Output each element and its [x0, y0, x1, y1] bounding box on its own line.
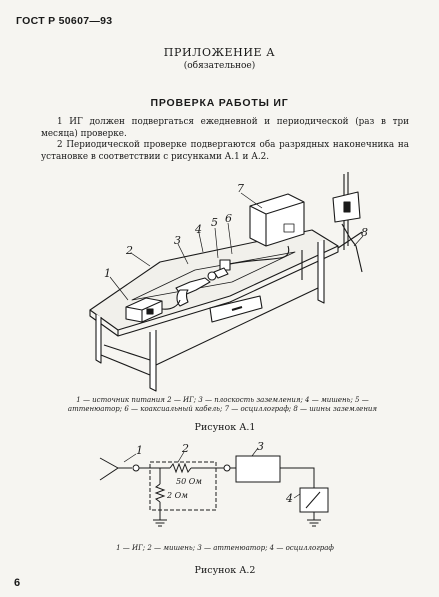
- figure-a1-caption: 1 — источник питания 2 — ИГ; 3 — плоскость заземления; 4 — мишень; 5 — аттенюатор; 6 — коаксиальный кабель; 7 — осциллограф; 8 — шины заземления: [67, 396, 378, 413]
- document-header: ГОСТ Р 50607—93: [16, 15, 113, 27]
- table-leg: [150, 330, 156, 391]
- paragraph-2: 2 Периодической проверке подвергаются оба разрядных наконечника на установке в соответствии с рисунками А.1 и А.2.: [41, 140, 409, 162]
- esd-gun-tip: [100, 458, 118, 480]
- page-number: 6: [14, 577, 21, 589]
- table-leg: [96, 314, 101, 363]
- paragraph-1: 1 ИГ должен подвергаться ежедневной и периодической (раз в три месяца) проверке.: [41, 117, 409, 139]
- attenuator-box: [236, 456, 280, 482]
- section-title: ПРОВЕРКА РАБОТЫ ИГ: [150, 97, 289, 109]
- figure-a2-caption: 1 — ИГ; 2 — мишень; 3 — аттенюатор; 4 — осциллограф: [116, 544, 334, 552]
- r1-label: 50 Ом: [176, 477, 202, 486]
- fig2-label-1: 1: [136, 444, 143, 457]
- fig1-label-8: 8: [361, 226, 368, 239]
- fig1-label-1: 1: [104, 267, 111, 280]
- fig2-label-4: 4: [286, 492, 293, 505]
- fig1-label-3: 3: [174, 234, 181, 247]
- fig1-label-2: 2: [126, 244, 133, 257]
- resistor-50-ohm: [170, 464, 191, 472]
- figure-a1-title: Рисунок А.1: [194, 422, 256, 433]
- appendix-status: (обязательное): [183, 61, 256, 71]
- resistor-2-ohm: [156, 484, 164, 502]
- fig2-label-2: 2: [182, 442, 189, 455]
- fig1-label-7: 7: [237, 182, 244, 195]
- r2-label: 2 Ом: [167, 491, 188, 500]
- oscilloscope-box: [300, 488, 328, 512]
- figure-a2-title: Рисунок А.2: [194, 565, 256, 576]
- fig1-label-4: 4: [195, 223, 202, 236]
- table-leg: [318, 240, 324, 303]
- fig1-label-5: 5: [211, 216, 218, 229]
- fig1-label-6: 6: [225, 212, 232, 225]
- figure-a2-schematic: [0, 440, 439, 544]
- fig2-label-3: 3: [257, 440, 264, 453]
- appendix-title: ПРИЛОЖЕНИЕ А: [163, 46, 276, 59]
- figure-a1-drawing: [0, 160, 439, 396]
